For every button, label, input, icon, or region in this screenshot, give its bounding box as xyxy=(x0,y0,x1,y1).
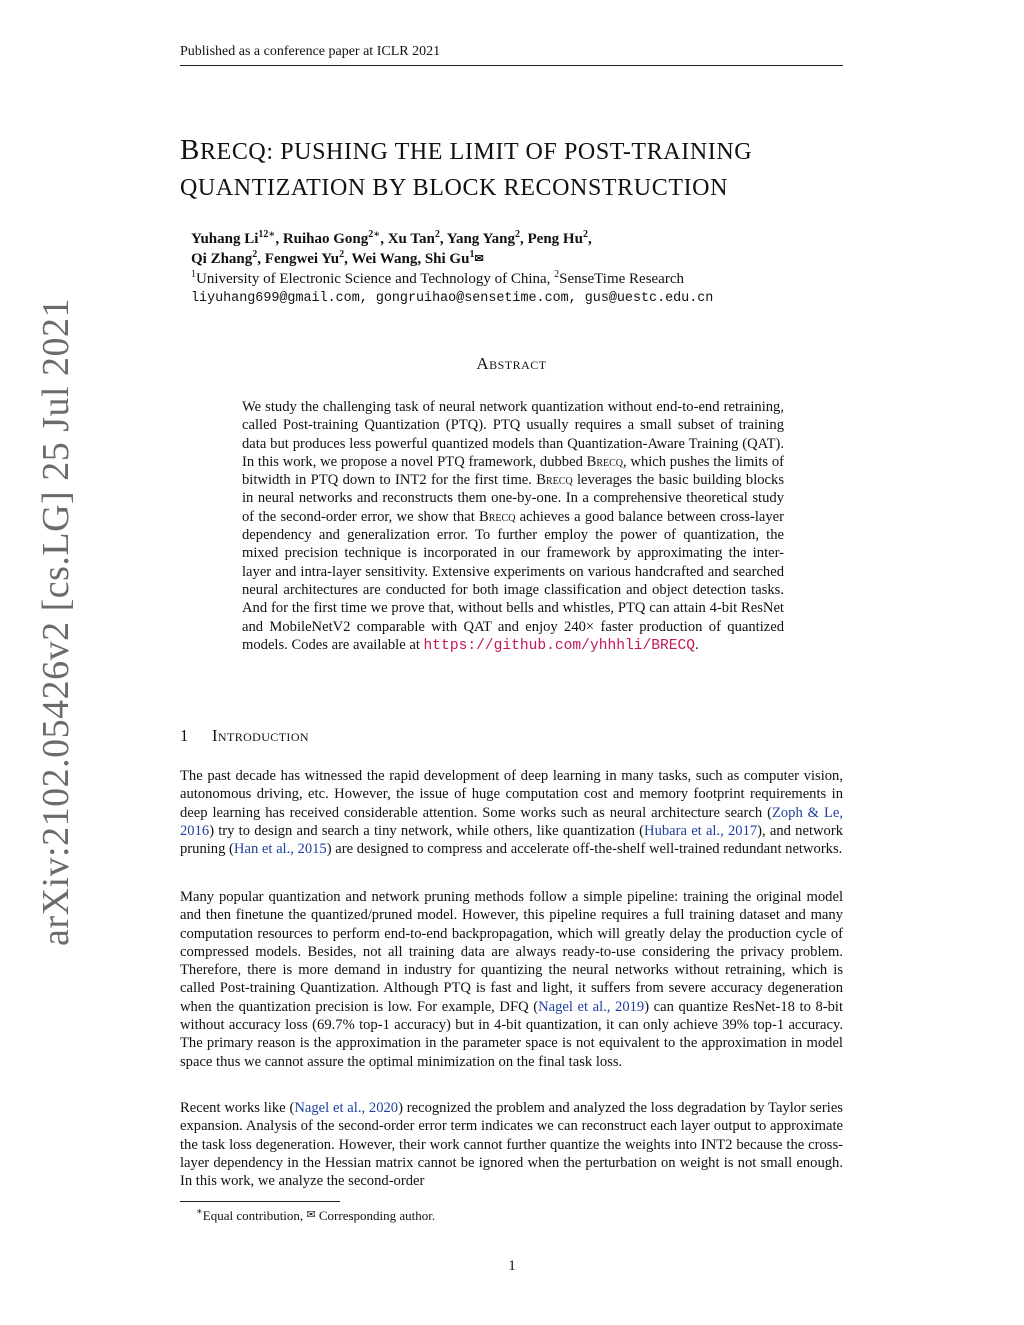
abstract-text: We study the challenging task of neural network quantization without end-to-end retraining, called Post-training Quantization (PTQ). PTQ usually requires a small subset of training data but produces less powerful quantized models than Quantization-Aware Training (QAT). In this work, we propose a novel PTQ framework, dubbed xyxy=(242,399,784,470)
author-name: , Wei Wang, Shi Gu xyxy=(344,251,470,267)
author-block xyxy=(191,229,841,309)
footnote-text: Corresponding author. xyxy=(315,1208,436,1223)
intro-paragraph-1 xyxy=(180,767,843,858)
paragraph-text: ) try to design and search a tiny network, while others, like quantization ( xyxy=(209,822,645,839)
author-affiliation-mark: 12∗ xyxy=(258,229,276,240)
author-emails: liyuhang699@gmail.com, gongruihao@sensetime.com, gus@uestc.edu.cn xyxy=(191,291,714,306)
method-name: Brecq xyxy=(479,508,516,525)
section-title: Introduction xyxy=(212,726,309,745)
author-affiliation-mark: 1 xyxy=(469,249,475,260)
citation-link[interactable]: Nagel et al., 2019 xyxy=(538,998,645,1015)
paragraph-text: ) can quantize ResNet-18 to 8-bit without accuracy loss (69.7% top-1 accuracy) but in 4-bit quantization, it can only achieve 39% top-1 accuracy. The primary reason is the approximation in the parameter space is not equivalent to the approximation in model space thus we cannot assure the optimal minimization on the final task loss. xyxy=(180,998,844,1070)
intro-paragraph-2 xyxy=(180,888,843,1071)
abstract-heading: Abstract xyxy=(476,354,547,373)
title-initial: B xyxy=(180,134,200,166)
title-line-1-text: RECQ: PUSHING THE LIMIT OF POST-TRAINING xyxy=(199,139,753,165)
footnote-divider xyxy=(180,1201,340,1202)
author-name: , Xu Tan xyxy=(380,231,435,247)
envelope-icon: ✉ xyxy=(306,1209,316,1221)
abstract-text: . xyxy=(695,636,699,653)
citation-link[interactable]: Hubara et al., 2017 xyxy=(644,822,758,839)
footnote-text: Equal contribution, xyxy=(202,1208,307,1223)
citation-link[interactable]: Han et al., 2015 xyxy=(233,841,327,858)
author-separator: , xyxy=(587,231,592,247)
abstract-text: , which pushes the limits of bitwidth in PTQ down to INT2 for the first time. xyxy=(242,453,784,489)
method-name: Brecq xyxy=(586,453,624,470)
author-name: Yuhang Li xyxy=(191,231,259,247)
paper-title xyxy=(180,132,843,206)
paragraph-text: ) are designed to compress and accelerate off-the-shelf well-trained redundant networks. xyxy=(326,841,843,858)
title-line-1 xyxy=(180,132,843,170)
envelope-icon: ✉ xyxy=(474,253,484,265)
author-name: , Peng Hu xyxy=(520,231,583,247)
paragraph-text: ) recognized the problem and analyzed the loss degradation by Taylor series expansion. Analysis of the second-order error term indicates we can reconstruct each layer output to approximate the task loss degeneration. However, their work cannot further quantize the weights into INT2 because the cross-layer dependency in the Hessian matrix cannot be ignored when the perturbation on weight is not small enough. In this work, we analyze the second-order xyxy=(180,1100,843,1190)
paragraph-text: ), and network pruning ( xyxy=(180,822,843,858)
abstract-text: leverages the basic building blocks in neural networks and reconstructs them one-by-one. In a comprehensive theoretical study of the second-order error, we show that xyxy=(242,472,785,525)
author-affiliation-mark: 2∗ xyxy=(368,229,381,240)
author-affiliation-mark: 2 xyxy=(515,229,520,240)
running-header: Published as a conference paper at ICLR 2021 xyxy=(180,44,843,66)
method-name: Brecq xyxy=(536,472,573,489)
author-affiliation-mark: 2 xyxy=(339,249,345,260)
author-name: , Ruihao Gong xyxy=(275,231,369,247)
paragraph-text: Recent works like ( xyxy=(180,1100,295,1116)
affiliations xyxy=(191,269,841,289)
intro-paragraph-3 xyxy=(180,1099,843,1190)
page-number: 1 xyxy=(508,1258,516,1274)
code-link[interactable]: https://github.com/yhhhli/BRECQ xyxy=(423,637,696,654)
author-names-line-2 xyxy=(191,249,841,269)
section-heading-introduction xyxy=(180,726,309,746)
author-affiliation-mark: 2 xyxy=(582,229,588,240)
arxiv-stamp: arXiv:2102.05426v2 [cs.LG] 25 Jul 2021 xyxy=(35,297,77,946)
citation-link[interactable]: Zoph & Le, 2016 xyxy=(180,804,843,839)
affiliation-mark: 1 xyxy=(191,269,196,280)
footnote xyxy=(196,1208,435,1224)
abstract-text: achieves a good balance between cross-layer dependency and generalization error. To further employ the power of quantization, the mixed precision technique is incorporated in our framework by approximating the inter-layer and intra-layer sensitivity. Extensive experiments on various handcrafted and searched neural architectures are conducted for both image classification and object detection tasks. And for the first time we prove that, without bells and whistles, PTQ can attain 4-bit ResNet and MobileNetV2 comparable with QAT and enjoy 240× faster production of quantized models. Codes are available at xyxy=(242,508,784,653)
author-name: , Fengwei Yu xyxy=(257,251,340,267)
paragraph-text: Many popular quantization and network pruning methods follow a simple pipeline: training the original model and then finetune the quantized/pruned model. However, this pipeline requires a full training dataset and many computation resources to perform end-to-end backpropagation, which will greatly delay the production cycle of compressed models. Besides, not all training data are always ready-to-use considering the privacy problem. Therefore, there is more demand in industry for quantizing the neural networks without retraining, which is called Post-training Quantization. Although PTQ is fast and light, it suffers from severe accuracy degeneration when the quantization precision is low. For example, DFQ ( xyxy=(180,889,843,1015)
author-name: Qi Zhang xyxy=(191,251,253,267)
author-name: , Yang Yang xyxy=(439,231,515,247)
affiliation-mark: 2 xyxy=(554,269,560,280)
abstract-body xyxy=(242,398,784,655)
title-line-2: QUANTIZATION BY BLOCK RECONSTRUCTION xyxy=(180,175,729,201)
citation-link[interactable]: Nagel et al., 2020 xyxy=(294,1100,399,1116)
affiliation-text: University of Electronic Science and Technology of China, xyxy=(196,271,555,287)
paragraph-text: The past decade has witnessed the rapid development of deep learning in many tasks, such as computer vision, autonomous driving, etc. However, the issue of huge computation cost and memory footprint requirements in deep learning has received considerable attention. Some works such as neural architecture search ( xyxy=(180,768,843,821)
affiliation-text: SenseTime Research xyxy=(559,271,684,287)
author-affiliation-mark: 2 xyxy=(252,249,258,260)
author-affiliation-mark: 2 xyxy=(434,229,440,240)
section-number: 1 xyxy=(180,726,189,745)
author-names-line-1 xyxy=(191,229,841,249)
footnote-mark: ∗ xyxy=(196,1206,203,1218)
